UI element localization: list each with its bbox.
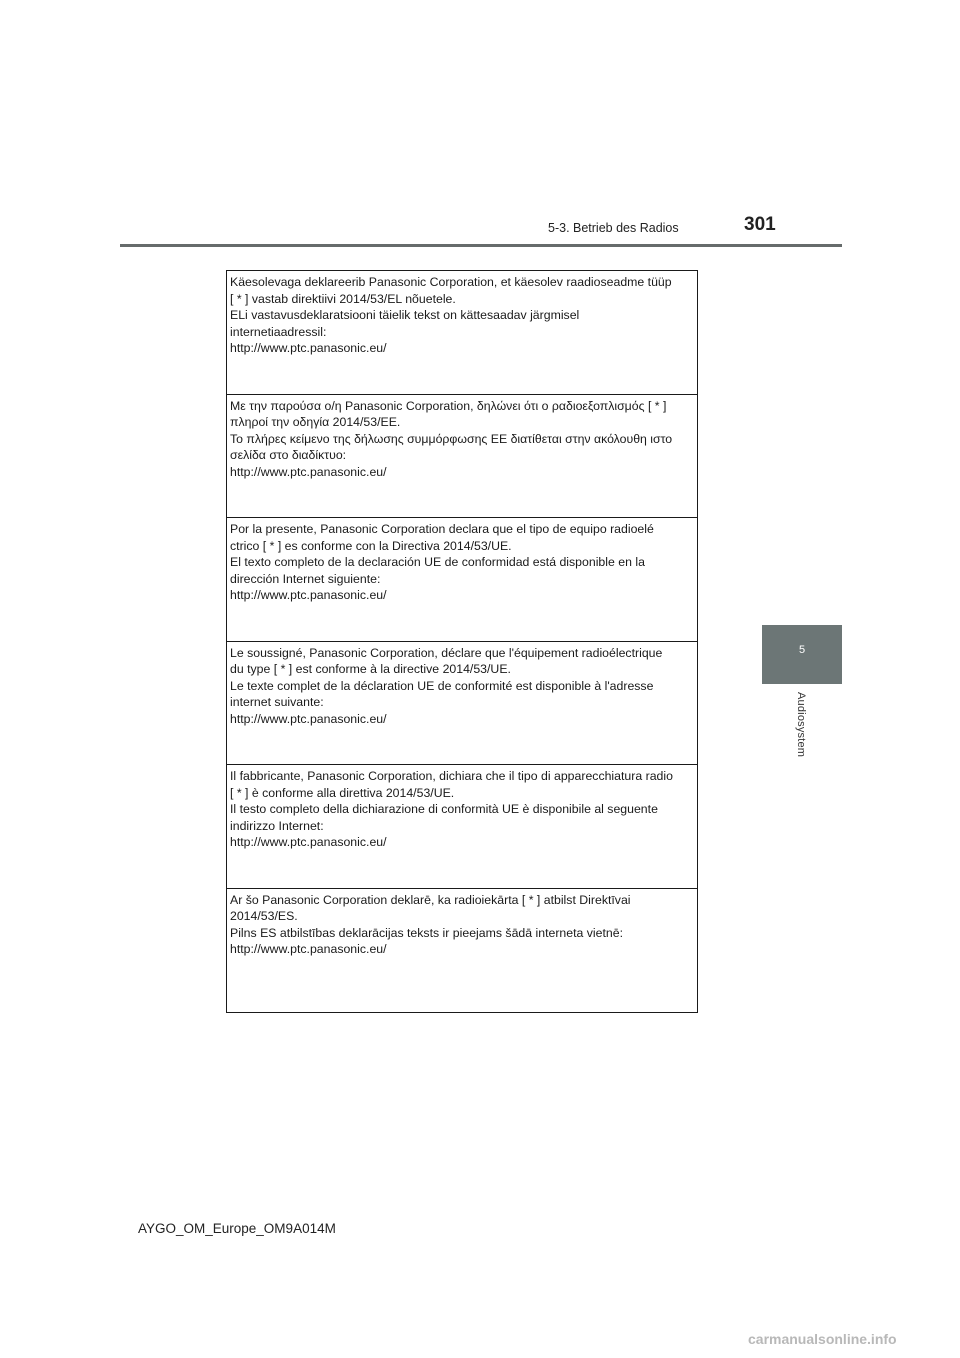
watermark: carmanualsonline.info bbox=[748, 1331, 897, 1347]
declaration-url: http://www.ptc.panasonic.eu/ bbox=[230, 588, 387, 603]
declaration-url: http://www.ptc.panasonic.eu/ bbox=[230, 464, 387, 479]
declaration-line: [ * ] è conforme alla direttiva 2014/53/UE. bbox=[230, 785, 455, 800]
declaration-line: Le texte complet de la déclaration UE de conformité est disponible à l'adresse bbox=[230, 678, 654, 693]
declaration-estonian bbox=[227, 271, 697, 395]
declaration-line: Il fabbricante, Panasonic Corporation, dichiara che il tipo di apparecchiatura radio bbox=[230, 769, 673, 783]
declaration-line: Il testo completo della dichiarazione di conformità UE è disponibile al seguente bbox=[230, 802, 658, 817]
document-id: AYGO_OM_Europe_OM9A014M bbox=[138, 1221, 336, 1236]
declaration-line: Por la presente, Panasonic Corporation declara que el tipo de equipo radioelé bbox=[230, 522, 654, 536]
declaration-line: ELi vastavusdeklaratsiooni täielik tekst on kättesaadav järgmisel bbox=[230, 308, 580, 323]
declaration-url: http://www.ptc.panasonic.eu/ bbox=[230, 835, 387, 850]
declaration-line: Pilns ES atbilstības deklarācijas teksts ir pieejams šādā interneta vietnē: bbox=[230, 925, 624, 940]
declaration-line: internetiaadressil: bbox=[230, 324, 327, 339]
declaration-line: 2014/53/ES. bbox=[230, 909, 298, 924]
declaration-url: http://www.ptc.panasonic.eu/ bbox=[230, 711, 387, 726]
declaration-url: http://www.ptc.panasonic.eu/ bbox=[230, 341, 387, 356]
declaration-line: σελίδα στο διαδίκτυο: bbox=[230, 448, 347, 463]
declaration-line: El texto completo de la declaración UE de conformidad está disponible en la bbox=[230, 555, 645, 570]
declaration-line: internet suivante: bbox=[230, 695, 324, 710]
chapter-number: 5 bbox=[798, 644, 806, 656]
chapter-tab bbox=[762, 625, 842, 684]
declaration-line: Το πλήρες κείμενο της δήλωσης συμμόρφωσης ΕΕ διατίθεται στην ακόλουθη ιστο bbox=[230, 431, 673, 446]
declaration-spanish bbox=[227, 518, 697, 642]
declarations-table bbox=[226, 270, 698, 1013]
declaration-line: πληροί την οδηγία 2014/53/ΕΕ. bbox=[230, 415, 401, 430]
declaration-line: Le soussigné, Panasonic Corporation, déclare que l'équipement radioélectrique bbox=[230, 645, 663, 660]
declaration-url: http://www.ptc.panasonic.eu/ bbox=[230, 942, 387, 957]
section-title: 5-3. Betrieb des Radios bbox=[548, 221, 679, 235]
declaration-line: Käesolevaga deklareerib Panasonic Corporation, et käesolev raadioseadme tüüp bbox=[230, 275, 672, 289]
declaration-french bbox=[227, 642, 697, 766]
declaration-line: Ar šo Panasonic Corporation deklarē, ka radioiekārta [ * ] atbilst Direktīvai bbox=[230, 892, 631, 907]
declaration-greek bbox=[227, 395, 697, 519]
declaration-line: ctrico [ * ] es conforme con la Directiva 2014/53/UE. bbox=[230, 538, 512, 553]
declaration-line: dirección Internet siguiente: bbox=[230, 571, 381, 586]
chapter-label: Audiosystem bbox=[795, 692, 807, 758]
declaration-line: Με την παρούσα ο/η Panasonic Corporation, δηλώνει ότι ο ραδιοεξοπλισμός [ * ] bbox=[230, 398, 667, 413]
page-number: 301 bbox=[744, 214, 776, 235]
declaration-line: indirizzo Internet: bbox=[230, 818, 324, 833]
declaration-latvian bbox=[227, 889, 697, 1013]
declaration-line: du type [ * ] est conforme à la directive 2014/53/UE. bbox=[230, 662, 511, 677]
header-divider bbox=[120, 244, 842, 247]
declaration-line: [ * ] vastab direktiivi 2014/53/EL nõuetele. bbox=[230, 291, 456, 306]
declaration-italian bbox=[227, 765, 697, 889]
